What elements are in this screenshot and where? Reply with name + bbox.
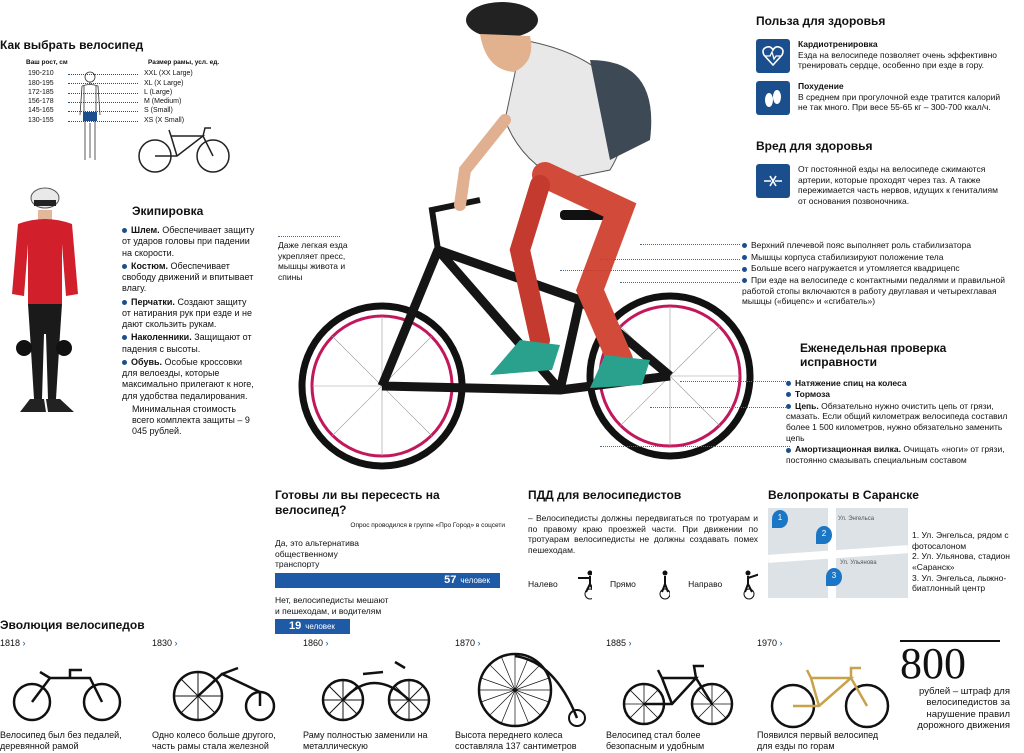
- historic-bike-icon: [616, 652, 746, 732]
- gear-item-name: Наколенники.: [131, 332, 192, 343]
- evolution-item: [0, 638, 140, 751]
- rules-text: – Велосипедисты должны передвигаться по тротуарам и по правому краю проезжей части. При движении по тротуарам велосипедисты не должны создавать помех пешеходам.: [528, 513, 758, 555]
- evolution-text: Одно колесо больше другого, часть рамы стала железной: [152, 730, 276, 751]
- signal-right-label: Направо: [688, 579, 723, 590]
- size-height: 130-155: [28, 116, 54, 124]
- signal-straight-label: Прямо: [609, 579, 636, 590]
- rentals: [768, 488, 1018, 594]
- historic-bike-icon: [767, 652, 897, 732]
- poll-unit-no: человек: [305, 621, 335, 631]
- gear-list: [122, 225, 257, 402]
- benefit-cardio-title: Кардиотренировка: [798, 39, 878, 49]
- evolution-item: [152, 638, 292, 751]
- size-table: [28, 70, 238, 126]
- rentals-map: [768, 508, 908, 598]
- check-item: [786, 444, 1016, 465]
- traffic-rules: [528, 488, 758, 600]
- check-item-name: Цепь.: [795, 400, 819, 411]
- rider-equipment-figure: [0, 184, 90, 424]
- benefit-weight: [756, 81, 1006, 115]
- street-ulyanova: Ул. Ульянова: [840, 560, 877, 566]
- check-item-text: Очищать «ноги» от грязи, постоянно смазывать специальным составом: [786, 444, 1005, 465]
- gear-cost: Минимальная стоимость всего комплекта защиты – 9 045 рублей.: [132, 403, 250, 437]
- evolution-year: 1885 ›: [606, 638, 746, 649]
- rental-location: 2. Ул. Ульянова, стадион «Саранск»: [912, 551, 1010, 572]
- historic-bike-icon: [465, 652, 595, 732]
- gear-item-name: Перчатки.: [131, 296, 175, 307]
- evolution-year: 1818 ›: [0, 638, 140, 649]
- poll-unit-yes: человек: [460, 575, 490, 585]
- evolution-text: Велосипед был без педалей, деревянной рамой: [0, 730, 122, 751]
- rental-location: 1. Ул. Энгельса, рядом с фотосалоном: [912, 530, 1009, 551]
- rentals-title: Велопрокаты в Саранске: [768, 488, 919, 502]
- size-height: 145-165: [28, 107, 54, 115]
- muscle-text: Больше всего нагружается и утомляется квадрицепс: [751, 263, 960, 274]
- fine-block: [900, 640, 1010, 732]
- size-row: [28, 116, 238, 125]
- evolution-year: 1970 ›: [757, 638, 897, 649]
- signal-left-label: Налево: [528, 579, 558, 590]
- evolution-title: Эволюция велосипедов: [0, 618, 145, 632]
- poll-bar-yes: [275, 573, 500, 588]
- size-frame: S (Small): [144, 107, 173, 115]
- check-item-text: Обязательно нужно очистить цепь от грязи, смазать. Если общий километраж велосипеда составил более 1 500 километров, нужно обязательно заменить цепь: [786, 400, 1008, 443]
- size-height: 190-210: [28, 70, 54, 78]
- gear-block: [122, 204, 257, 438]
- gear-item-name: Шлем.: [131, 225, 160, 235]
- heart-pulse-icon: [756, 39, 790, 73]
- size-guide: [0, 38, 240, 178]
- size-frame: M (Medium): [144, 98, 182, 106]
- poll-bar-no: [275, 619, 350, 634]
- map-marker-1[interactable]: 1: [772, 510, 788, 528]
- gear-title: Экипировка: [132, 204, 204, 218]
- evolution-year: 1860 ›: [303, 638, 443, 649]
- evolution-item: [303, 638, 443, 751]
- historic-bike-icon: [162, 652, 292, 732]
- evolution-item: [757, 638, 897, 751]
- check-item-name: Тормоза: [795, 389, 831, 400]
- size-row: [28, 70, 238, 79]
- poll-note: Опрос проводился в группе «Про Город» в соцсети: [350, 522, 505, 529]
- fine-number: 800: [900, 639, 966, 688]
- signal-straight-icon: [654, 570, 670, 600]
- size-frame: XXL (XX Large): [144, 70, 193, 78]
- map-marker-2[interactable]: 2: [816, 526, 832, 544]
- evolution-text: Велосипед стал более безопасным и удобным: [606, 730, 705, 751]
- evolution-item: [455, 638, 595, 751]
- evolution-text: Высота переднего колеса составляла 137 сантиметров: [455, 730, 577, 751]
- benefit-cardio-text: Езда на велосипеде позволяет очень эффективно тренировать сердце, особенно при езде в гору.: [798, 49, 998, 71]
- rentals-list: [912, 530, 1018, 594]
- col-frame-label: Размер рамы, усл. ед.: [148, 59, 220, 66]
- evolution-year: 1870 ›: [455, 638, 595, 649]
- size-height: 156-178: [28, 98, 54, 106]
- check-item: [786, 378, 1016, 389]
- weekly-check: [786, 342, 1016, 467]
- rental-location: 3. Ул. Энгельса, лыжно-биатлонный центр: [912, 572, 1007, 594]
- gear-item-name: Обувь.: [131, 356, 163, 367]
- gear-item-text: Особые кроссовки для велоезды, которые максимально прилегают к ноге, для удобства педалирования.: [122, 356, 254, 401]
- size-frame: XL (X Large): [144, 79, 184, 87]
- check-item-name: Амортизационная вилка.: [795, 444, 901, 455]
- gear-item-text: Обеспечивает защиту от ударов головы при падении на скорости.: [122, 225, 255, 258]
- col-height-label: Ваш рост, см: [26, 59, 68, 66]
- hand-signals: [528, 570, 758, 600]
- fine-text: рублей – штраф для велосипедистов за нарушение правил дорожного движения: [917, 686, 1010, 732]
- footprints-icon: [756, 81, 790, 115]
- muscle-note: [742, 252, 1017, 263]
- street-engelsa: Ул. Энгельса: [838, 516, 875, 522]
- check-list: [786, 378, 1016, 466]
- muscle-text: При езде на велосипеде с контактными педалями и правильной работой стопы включаются в работу двуглавая и четырехглавая мышцы («бицепс» и «сгибатель»): [742, 274, 1006, 307]
- gear-item-text: Защищают от падения с высоты.: [122, 332, 252, 354]
- muscles-list: [742, 240, 1017, 308]
- benefit-cardio: [756, 39, 1006, 73]
- size-height: 172-185: [28, 88, 54, 96]
- health-benefit: [756, 14, 1006, 123]
- muscle-text: Мышцы корпуса стабилизируют положение тела: [751, 251, 944, 262]
- bike-note-left: Даже легкая езда укрепляет пресс, мышцы живота и спины: [278, 240, 348, 282]
- evolution-year: 1830 ›: [152, 638, 292, 649]
- gear-item: [122, 225, 257, 259]
- gear-item: [122, 297, 257, 331]
- rules-title: ПДД для велосипедистов: [528, 488, 682, 502]
- evolution-item: [606, 638, 746, 751]
- map-marker-3[interactable]: 3: [826, 568, 842, 586]
- gear-item-text: Обеспечивает свободу движений и впитывает влагу.: [122, 260, 254, 294]
- health-harm-title: Вред для здоровья: [756, 139, 873, 153]
- muscle-note: [742, 240, 1017, 251]
- benefit-weight-title: Похудение: [798, 81, 844, 91]
- gear-item-name: Костюм.: [131, 260, 169, 271]
- poll-value-yes: 57: [444, 573, 457, 586]
- size-row: [28, 98, 238, 107]
- evolution-text: Раму полностью заменили на металлическую: [303, 730, 428, 751]
- muscle-text: Верхний плечевой пояс выполняет роль стабилизатора: [751, 240, 972, 250]
- gear-item: [122, 357, 257, 402]
- health-harm: [756, 139, 1006, 215]
- size-frame: L (Large): [144, 88, 173, 96]
- size-row: [28, 107, 238, 116]
- poll-title: Готовы ли вы пересесть на велосипед?: [275, 488, 440, 517]
- muscle-note: [742, 263, 1017, 274]
- size-height: 180-195: [28, 79, 54, 87]
- signal-left-icon: [576, 570, 592, 600]
- benefit-weight-text: В среднем при прогулочной езде тратится калорий не так много. При весе 55-65 кг – 300-700 ккал/ч.: [798, 91, 1001, 113]
- size-guide-title: Как выбрать велосипед: [0, 38, 144, 52]
- rider-bike-illustration: [290, 0, 760, 470]
- check-item: [786, 389, 1016, 400]
- size-row: [28, 89, 238, 98]
- historic-bike-icon: [10, 652, 140, 732]
- gear-item-text: Создают защиту от натирания рук при езде и не дают скользить рукам.: [122, 296, 252, 329]
- poll: [275, 488, 505, 634]
- compressed-artery-icon: [756, 164, 790, 198]
- health-benefit-title: Польза для здоровья: [756, 14, 886, 28]
- size-bike-icon: [137, 126, 231, 176]
- check-item: [786, 401, 1016, 444]
- evolution-text: Появился первый велосипед для езды по горам: [757, 730, 879, 751]
- check-item-name: Натяжение спиц на колеса: [795, 377, 907, 388]
- body-silhouette-icon: [72, 70, 108, 165]
- health-harm-text: От постоянной езды на велосипеде сжимаются артерии, которые проходят через таз. А также пережимается часть нервов, идущих к гениталиям от основания позвоночника.: [798, 164, 998, 206]
- poll-value-no: 19: [289, 619, 302, 632]
- gear-item: [122, 261, 257, 295]
- poll-option-2-label: Нет, велосипедисты мешают и пешеходам, и водителям: [275, 595, 389, 616]
- gear-item: [122, 332, 257, 355]
- muscle-note: [742, 275, 1017, 307]
- size-frame: XS (X Small): [144, 116, 185, 124]
- poll-option-1-label: Да, это альтернатива общественному транспорту: [275, 538, 359, 570]
- historic-bike-icon: [313, 652, 443, 732]
- signal-right-icon: [740, 570, 758, 600]
- size-row: [28, 79, 238, 88]
- weekly-check-title: Еженедельная проверка исправности: [800, 341, 947, 369]
